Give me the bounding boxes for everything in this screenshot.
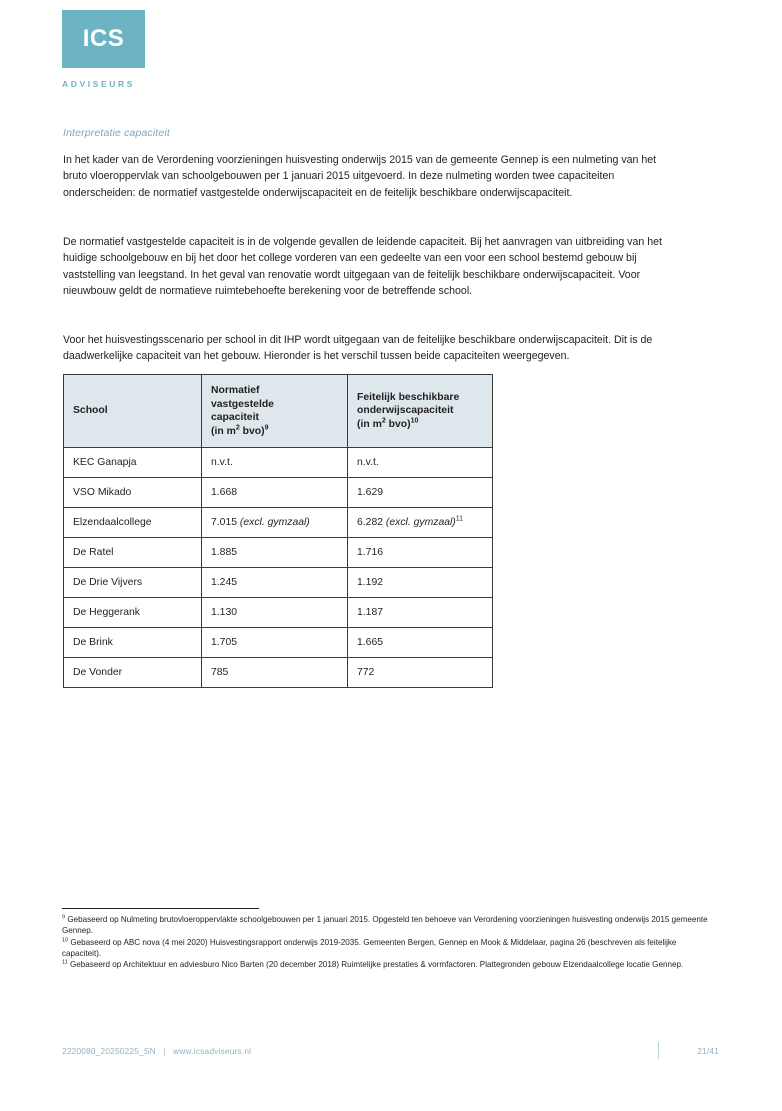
feitelijk-value: 772 xyxy=(357,666,375,678)
footnotes xyxy=(62,914,717,970)
feitelijk-value: 1.665 xyxy=(357,636,384,648)
column-header-school xyxy=(64,375,202,448)
feitelijk-footnote-marker: 10 xyxy=(410,417,419,425)
normatief-value: 1.130 xyxy=(211,606,238,618)
normatief-value: 7.015 xyxy=(211,516,238,528)
column-header-normatief xyxy=(202,375,348,448)
cell-school: KEC Ganapja xyxy=(64,448,202,478)
cell-normatief-capaciteit xyxy=(202,568,348,598)
cell-school: De Heggerank xyxy=(64,598,202,628)
footer-document-reference[interactable]: 2220080_20250225_SN | www.icsadviseurs.nl xyxy=(62,1046,252,1056)
feitelijk-line-1: Feitelijk beschikbare xyxy=(357,391,460,403)
normatief-value: 1.668 xyxy=(211,486,238,498)
normatief-value: 1.705 xyxy=(211,636,238,648)
normatief-note: (excl. gymzaal) xyxy=(239,516,310,528)
normatief-line-2: vastgestelde xyxy=(211,398,274,410)
normatief-value: n.v.t. xyxy=(211,456,233,468)
feitelijk-value: 1.187 xyxy=(357,606,384,618)
cell-normatief-capaciteit xyxy=(202,478,348,508)
footnote-text: Gebaseerd op Architektuur en adviesburo Nico Barten (20 december 2018) Ruimtelijke prestaties & vormfactoren. Plattegronden gebouw Elzendaalcollege locatie Gennep. xyxy=(69,960,684,970)
column-header-feitelijk xyxy=(348,375,493,448)
section-heading: Interpretatie capaciteit xyxy=(63,127,170,139)
cell-normatief-capaciteit xyxy=(202,448,348,478)
table-header-row xyxy=(64,375,493,448)
cell-school: VSO Mikado xyxy=(64,478,202,508)
logo-mark-text: ICS xyxy=(82,25,125,52)
table-row xyxy=(64,478,493,508)
cell-normatief-capaciteit xyxy=(202,658,348,688)
normatief-line-1: Normatief xyxy=(211,385,260,396)
footnote-text: Gebaseerd op ABC nova (4 mei 2020) Huisvestingsrapport onderwijs 2019-2035. Gemeenten Bergen, Gennep en Mook & Middelaar, pagina 26 (beschreven als feitelijke capaciteit). xyxy=(62,937,677,958)
cell-school: De Brink xyxy=(64,628,202,658)
footer-page-number: 21/41 xyxy=(697,1046,719,1056)
cell-feitelijk-capaciteit xyxy=(348,598,493,628)
footnote-marker: 9 xyxy=(62,914,66,921)
feitelijk-value: 1.716 xyxy=(357,546,384,558)
cell-normatief-capaciteit xyxy=(202,598,348,628)
table-row xyxy=(64,538,493,568)
normatief-unit-suffix: bvo) xyxy=(239,425,265,437)
column-header-school-label: School xyxy=(73,405,108,417)
cell-feitelijk-capaciteit xyxy=(348,538,493,568)
cell-school: De Ratel xyxy=(64,538,202,568)
table-row xyxy=(64,508,493,538)
logo-mark xyxy=(62,10,145,68)
capacity-table xyxy=(63,374,493,688)
footnote xyxy=(62,914,717,937)
footnote-marker: 10 xyxy=(62,936,69,943)
feitelijk-unit-exponent: 2 xyxy=(381,417,386,425)
cell-feitelijk-capaciteit xyxy=(348,658,493,688)
cell-feitelijk-capaciteit xyxy=(348,568,493,598)
paragraph-normatief: De normatief vastgestelde capaciteit is in de volgende gevallen de leidende capaciteit. Bij het aanvragen van uitbreiding van het huidige schoolgebouw en bij het door het college vorderen van een gedeelte van een voor een school bestemd gebouw bij vaststelling van leegstand. In het geval van renovatie wordt uitgegaan van de feitelijk beschikbare onderwijscapaciteit. Voor nieuwbouw geldt de normatieve ruimtebehoefte berekening voor de betreffende school. xyxy=(63,236,662,298)
cell-feitelijk-capaciteit xyxy=(348,448,493,478)
cell-school: Elzendaalcollege xyxy=(64,508,202,538)
footnote-marker: 11 xyxy=(62,959,68,966)
table-row xyxy=(64,658,493,688)
footnote xyxy=(62,937,717,960)
normatief-footnote-marker: 9 xyxy=(264,424,269,432)
feitelijk-line-2: onderwijscapaciteit xyxy=(357,405,454,417)
footnote xyxy=(62,959,717,970)
table-row xyxy=(64,598,493,628)
feitelijk-value: 1.192 xyxy=(357,576,384,588)
table-row xyxy=(64,568,493,598)
feitelijk-value: n.v.t. xyxy=(357,456,379,468)
feitelijk-note: (excl. gymzaal) xyxy=(385,516,456,528)
table-row xyxy=(64,448,493,478)
table-header xyxy=(64,375,493,448)
normatief-unit-prefix: (in m xyxy=(211,425,236,437)
cell-normatief-capaciteit xyxy=(202,538,348,568)
footer-divider xyxy=(658,1042,659,1059)
feitelijk-value: 6.282 xyxy=(357,516,384,528)
feitelijk-unit-prefix: (in m xyxy=(357,418,382,430)
cell-feitelijk-capaciteit xyxy=(348,508,493,538)
normatief-value: 1.885 xyxy=(211,546,238,558)
paragraph-intro: In het kader van de Verordening voorzieningen huisvesting onderwijs 2015 van de gemeente Gennep is een nulmeting van het bruto vloeroppervlak van schoolgebouwen per 1 januari 2015 uitgevoerd. In deze nulmeting worden twee capaciteiten onderscheiden: de normatief vastgestelde onderwijscapaciteit en de feitelijk beschikbare onderwijscapaciteit. xyxy=(63,154,657,199)
cell-feitelijk-capaciteit xyxy=(348,628,493,658)
footnote-divider xyxy=(62,908,259,909)
cell-feitelijk-capaciteit xyxy=(348,478,493,508)
cell-normatief-capaciteit xyxy=(202,508,348,538)
logo xyxy=(62,10,182,89)
feitelijk-value: 1.629 xyxy=(357,486,384,498)
feitelijk-footnote-marker: 11 xyxy=(455,515,464,523)
paragraph-scenario: Voor het huisvestingsscenario per school in dit IHP wordt uitgegaan van de feitelijke beschikbare onderwijscapaciteit. Dit is de daadwerkelijke capaciteit van het gebouw. Hieronder is het verschil tussen beide capaciteiten weergegeven. xyxy=(63,334,653,363)
cell-normatief-capaciteit xyxy=(202,628,348,658)
table-body xyxy=(64,448,493,688)
footnote-text: Gebaseerd op Nulmeting brutovloeroppervlakte schoolgebouwen per 1 januari 2015. Opgesteld ten behoeve van Verordening voorzieningen huisvesting onderwijs 2015 gemeente Gennep. xyxy=(62,915,708,936)
logo-subtitle: ADVISEURS xyxy=(62,79,135,89)
cell-school: De Vonder xyxy=(64,658,202,688)
normatief-value: 1.245 xyxy=(211,576,238,588)
normatief-unit-exponent: 2 xyxy=(235,424,240,432)
normatief-line-3: capaciteit xyxy=(211,412,259,424)
table-row xyxy=(64,628,493,658)
cell-school: De Drie Vijvers xyxy=(64,568,202,598)
normatief-value: 785 xyxy=(211,666,229,678)
feitelijk-unit-suffix: bvo) xyxy=(385,418,411,430)
